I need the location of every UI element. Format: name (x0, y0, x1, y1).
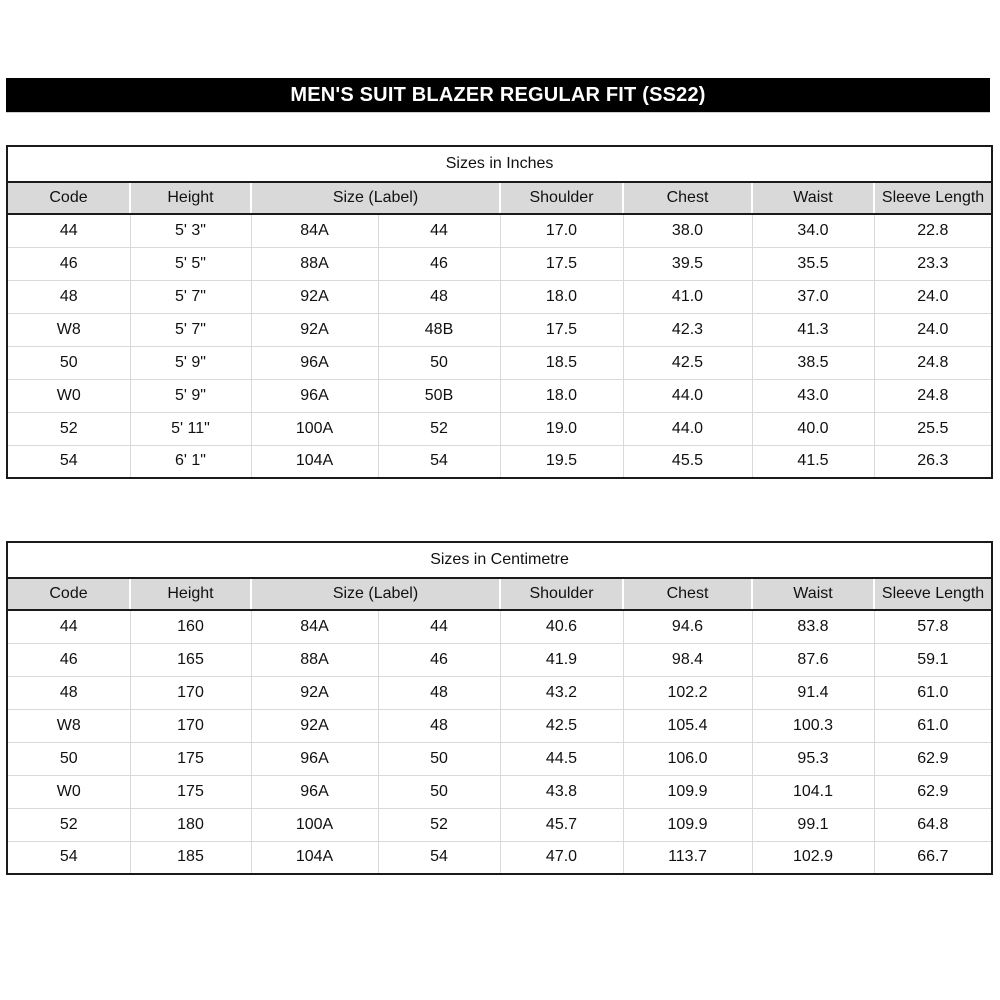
table-cell: 24.0 (874, 313, 992, 346)
table-cell: 92A (251, 313, 378, 346)
table-cell: W0 (7, 379, 130, 412)
table-cell: 5' 5" (130, 247, 251, 280)
table-cell: 43.0 (752, 379, 874, 412)
table-row (7, 445, 992, 478)
table-cell: 24.8 (874, 379, 992, 412)
table-header-row (7, 182, 992, 214)
table-cell: 59.1 (874, 643, 992, 676)
table-cell: 17.5 (500, 313, 623, 346)
table-cell: W8 (7, 709, 130, 742)
table-cell: W0 (7, 775, 130, 808)
table-cell: 44 (378, 610, 500, 643)
column-header-sleeve-length: Sleeve Length (874, 182, 992, 214)
table-cell: 84A (251, 610, 378, 643)
table-cell: 24.8 (874, 346, 992, 379)
column-header-shoulder: Shoulder (500, 182, 623, 214)
table-cell: 44.0 (623, 379, 752, 412)
table-cell: 44 (7, 610, 130, 643)
sizes-in-centimetre-table (6, 541, 993, 875)
table-cell: 35.5 (752, 247, 874, 280)
table-cell: 41.9 (500, 643, 623, 676)
column-header-waist: Waist (752, 182, 874, 214)
page-title-banner (6, 78, 990, 113)
table-cell: 18.0 (500, 379, 623, 412)
table-cell: 66.7 (874, 841, 992, 874)
table-cell: 109.9 (623, 775, 752, 808)
table-cell: 37.0 (752, 280, 874, 313)
table-cell: 50 (378, 742, 500, 775)
table-cell: 19.5 (500, 445, 623, 478)
sizes-in-inches-table (6, 145, 993, 479)
table-cell: 170 (130, 709, 251, 742)
table-cell: 52 (378, 808, 500, 841)
table-cell: 54 (378, 445, 500, 478)
table-cell: 102.9 (752, 841, 874, 874)
table-cell: 96A (251, 346, 378, 379)
table-cell: W8 (7, 313, 130, 346)
table-cell: 95.3 (752, 742, 874, 775)
table-cell: 52 (7, 412, 130, 445)
table-cell: 44.0 (623, 412, 752, 445)
table-title-row (7, 146, 992, 182)
table-cell: 42.5 (500, 709, 623, 742)
table-row (7, 247, 992, 280)
table-cell: 5' 9" (130, 379, 251, 412)
table-cell: 40.6 (500, 610, 623, 643)
column-header-code: Code (7, 578, 130, 610)
table-cell: 18.0 (500, 280, 623, 313)
table-cell: 18.5 (500, 346, 623, 379)
table-cell: 48 (378, 709, 500, 742)
table-cell: 46 (7, 643, 130, 676)
table-cell: 50 (7, 742, 130, 775)
table-cell: 64.8 (874, 808, 992, 841)
table-body (7, 214, 992, 478)
table-cell: 19.0 (500, 412, 623, 445)
table-cell: 45.7 (500, 808, 623, 841)
table-cell: 61.0 (874, 676, 992, 709)
table-cell: 54 (7, 445, 130, 478)
table-cell: 41.3 (752, 313, 874, 346)
table-cell: 50 (378, 775, 500, 808)
table-cell: 92A (251, 280, 378, 313)
table-cell: 23.3 (874, 247, 992, 280)
table-row (7, 214, 992, 247)
table-cell: 109.9 (623, 808, 752, 841)
table-cell: 54 (378, 841, 500, 874)
table-cell: 165 (130, 643, 251, 676)
column-header-code: Code (7, 182, 130, 214)
table-cell: 50B (378, 379, 500, 412)
table-cell: 48 (7, 280, 130, 313)
table-cell: 39.5 (623, 247, 752, 280)
table-cell: 41.0 (623, 280, 752, 313)
table-cell: 38.5 (752, 346, 874, 379)
table-cell: 17.5 (500, 247, 623, 280)
table-title-row (7, 542, 992, 578)
table-cell: 48B (378, 313, 500, 346)
column-header-sleeve-length: Sleeve Length (874, 578, 992, 610)
table-cell: 26.3 (874, 445, 992, 478)
table-cell: 96A (251, 775, 378, 808)
table-row (7, 742, 992, 775)
table-cell: 42.3 (623, 313, 752, 346)
table-cell: 175 (130, 742, 251, 775)
table-cell: 48 (7, 676, 130, 709)
table-row (7, 313, 992, 346)
table-cell: 88A (251, 643, 378, 676)
column-header-height: Height (130, 182, 251, 214)
table-cell: 6' 1" (130, 445, 251, 478)
table-cell: 105.4 (623, 709, 752, 742)
table-cell: 92A (251, 676, 378, 709)
table-cell: 34.0 (752, 214, 874, 247)
table-cell: 100A (251, 808, 378, 841)
table-cell: 48 (378, 676, 500, 709)
table-row (7, 676, 992, 709)
table-cell: 50 (378, 346, 500, 379)
table-cell: 99.1 (752, 808, 874, 841)
table-cell: 41.5 (752, 445, 874, 478)
table-cell: 46 (378, 247, 500, 280)
table-cell: 22.8 (874, 214, 992, 247)
table-cell: 46 (378, 643, 500, 676)
table-cell: 185 (130, 841, 251, 874)
table-cell: 43.8 (500, 775, 623, 808)
table-cell: 104A (251, 841, 378, 874)
page-title: MEN'S SUIT BLAZER REGULAR FIT (SS22) (290, 83, 706, 106)
table-row (7, 412, 992, 445)
table-cell: 44 (7, 214, 130, 247)
table-cell: 42.5 (623, 346, 752, 379)
table-cell: 52 (378, 412, 500, 445)
table-cell: 91.4 (752, 676, 874, 709)
table-cell: 84A (251, 214, 378, 247)
table-cell: 50 (7, 346, 130, 379)
table-cell: 96A (251, 742, 378, 775)
table-cell: 106.0 (623, 742, 752, 775)
table-cell: 52 (7, 808, 130, 841)
table-row (7, 808, 992, 841)
column-header-shoulder: Shoulder (500, 578, 623, 610)
table-cell: 5' 11" (130, 412, 251, 445)
table-row (7, 643, 992, 676)
table-title: Sizes in Inches (7, 146, 992, 182)
column-header-size-label: Size (Label) (251, 182, 500, 214)
table-cell: 104.1 (752, 775, 874, 808)
table-cell: 92A (251, 709, 378, 742)
table-cell: 43.2 (500, 676, 623, 709)
table-cell: 45.5 (623, 445, 752, 478)
table-row (7, 610, 992, 643)
table-cell: 62.9 (874, 742, 992, 775)
table-row (7, 775, 992, 808)
table-cell: 170 (130, 676, 251, 709)
table-cell: 24.0 (874, 280, 992, 313)
table-title: Sizes in Centimetre (7, 542, 992, 578)
table-cell: 98.4 (623, 643, 752, 676)
table-cell: 57.8 (874, 610, 992, 643)
column-header-height: Height (130, 578, 251, 610)
table-row (7, 841, 992, 874)
table-cell: 46 (7, 247, 130, 280)
column-header-size-label: Size (Label) (251, 578, 500, 610)
table-cell: 44 (378, 214, 500, 247)
table-row (7, 379, 992, 412)
table-cell: 180 (130, 808, 251, 841)
table-cell: 5' 9" (130, 346, 251, 379)
table-row (7, 280, 992, 313)
table-cell: 5' 3" (130, 214, 251, 247)
table-body (7, 610, 992, 874)
table-cell: 62.9 (874, 775, 992, 808)
table-cell: 48 (378, 280, 500, 313)
column-header-chest: Chest (623, 578, 752, 610)
table-cell: 104A (251, 445, 378, 478)
table-cell: 54 (7, 841, 130, 874)
table-cell: 25.5 (874, 412, 992, 445)
column-header-waist: Waist (752, 578, 874, 610)
table-cell: 94.6 (623, 610, 752, 643)
table-cell: 113.7 (623, 841, 752, 874)
table-cell: 160 (130, 610, 251, 643)
table-cell: 38.0 (623, 214, 752, 247)
table-cell: 88A (251, 247, 378, 280)
table-cell: 40.0 (752, 412, 874, 445)
table-row (7, 346, 992, 379)
table-row (7, 709, 992, 742)
table-cell: 87.6 (752, 643, 874, 676)
table-cell: 61.0 (874, 709, 992, 742)
table-header-row (7, 578, 992, 610)
table-cell: 44.5 (500, 742, 623, 775)
table-cell: 47.0 (500, 841, 623, 874)
table-cell: 83.8 (752, 610, 874, 643)
table-cell: 17.0 (500, 214, 623, 247)
table-cell: 100.3 (752, 709, 874, 742)
table-cell: 96A (251, 379, 378, 412)
table-cell: 175 (130, 775, 251, 808)
table-cell: 100A (251, 412, 378, 445)
table-cell: 102.2 (623, 676, 752, 709)
column-header-chest: Chest (623, 182, 752, 214)
table-cell: 5' 7" (130, 313, 251, 346)
table-cell: 5' 7" (130, 280, 251, 313)
